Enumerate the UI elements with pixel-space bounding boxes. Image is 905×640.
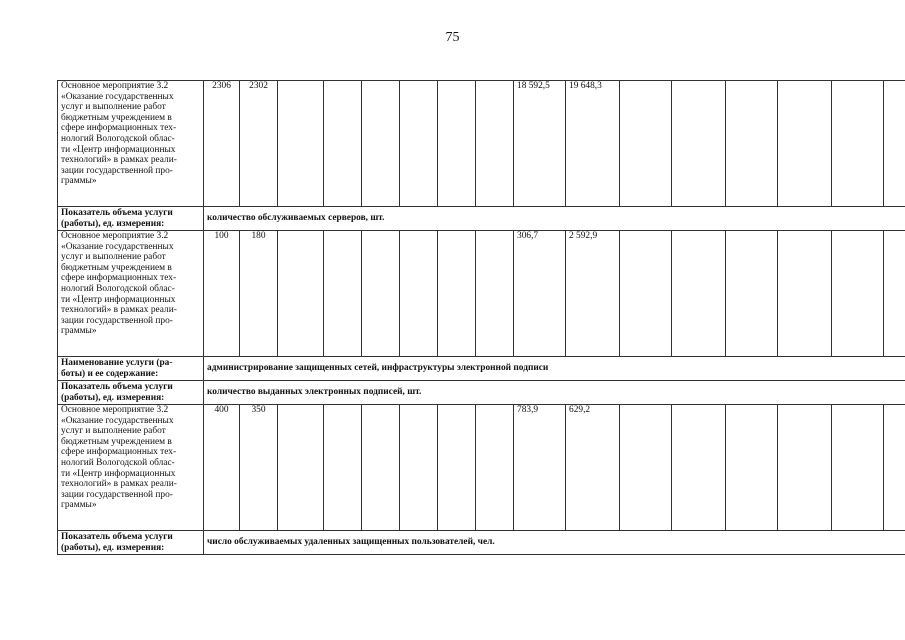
empty-cell — [726, 81, 778, 207]
empty-cell — [672, 405, 726, 531]
indicator-text: число обслуживаемых удаленных защищенных пользователей, чел. — [204, 531, 905, 555]
description-line: ти «Центр информационных — [61, 294, 176, 305]
table-body — [58, 81, 905, 555]
label-line: (работы), ед. измерения: — [61, 392, 165, 403]
indicator-label — [58, 357, 204, 381]
empty-cell — [438, 231, 476, 357]
description-line: граммы» — [61, 326, 97, 337]
value-col-9: 306,7 — [514, 231, 566, 357]
measure-description — [58, 81, 204, 207]
description-line: услуг и выполнение работ — [61, 102, 166, 113]
description-line: сфере информационных тех- — [61, 273, 177, 284]
empty-cell — [400, 231, 438, 357]
empty-cell — [884, 81, 905, 207]
description-line: технологий» в рамках реали- — [61, 479, 177, 490]
description-line: ти «Центр информационных — [61, 144, 176, 155]
empty-cell — [324, 405, 362, 531]
empty-cell — [400, 405, 438, 531]
label-line: Показатель объема услуги — [61, 207, 173, 218]
empty-cell — [778, 81, 832, 207]
description-line: «Оказание государственных — [61, 241, 174, 252]
description-line: услуг и выполнение работ — [61, 252, 166, 263]
empty-cell — [476, 81, 514, 207]
description-line: «Оказание государственных — [61, 91, 174, 102]
description-line: технологий» в рамках реали- — [61, 155, 177, 166]
value-col-9: 18 592,5 — [514, 81, 566, 207]
value-col-10: 19 648,3 — [566, 81, 620, 207]
description-line: зации государственной про- — [61, 489, 173, 500]
description-line: граммы» — [61, 176, 97, 187]
empty-cell — [438, 81, 476, 207]
value-col-1: 2306 — [204, 81, 240, 207]
program-table — [57, 80, 905, 555]
description-line: граммы» — [61, 500, 97, 511]
indicator-label — [58, 531, 204, 555]
empty-cell — [620, 81, 672, 207]
empty-cell — [324, 231, 362, 357]
value-col-10: 629,2 — [566, 405, 620, 531]
description-line: ти «Центр информационных — [61, 468, 176, 479]
indicator-label — [58, 207, 204, 231]
empty-cell — [672, 81, 726, 207]
measure-description — [58, 405, 204, 531]
description-line: нологий Вологодской облас- — [61, 133, 175, 144]
indicator-row — [58, 357, 905, 381]
empty-cell — [778, 231, 832, 357]
label-line: (работы), ед. измерения: — [61, 218, 165, 229]
description-line: нологий Вологодской облас- — [61, 283, 175, 294]
empty-cell — [362, 81, 400, 207]
label-line: боты) и ее содержание: — [61, 368, 159, 379]
description-line: Основное мероприятие 3.2 — [61, 405, 169, 415]
empty-cell — [400, 81, 438, 207]
empty-cell — [324, 81, 362, 207]
value-col-9: 783,9 — [514, 405, 566, 531]
indicator-row — [58, 381, 905, 405]
measure-row — [58, 405, 905, 531]
empty-cell — [832, 405, 884, 531]
value-col-2: 350 — [240, 405, 278, 531]
description-line: сфере информационных тех- — [61, 447, 177, 458]
value-col-1: 400 — [204, 405, 240, 531]
description-line: Основное мероприятие 3.2 — [61, 81, 169, 91]
empty-cell — [278, 231, 324, 357]
empty-cell — [884, 405, 905, 531]
indicator-text: администрирование защищенных сетей, инфраструктуры электронной подписи — [204, 357, 905, 381]
indicator-label — [58, 381, 204, 405]
label-line: Показатель объема услуги — [61, 381, 173, 392]
measure-description — [58, 231, 204, 357]
empty-cell — [832, 231, 884, 357]
empty-cell — [726, 231, 778, 357]
empty-cell — [362, 405, 400, 531]
description-line: услуг и выполнение работ — [61, 426, 166, 437]
label-line: Наименование услуги (ра- — [61, 357, 173, 368]
label-line: (работы), ед. измерения: — [61, 542, 165, 553]
description-line: зации государственной про- — [61, 165, 173, 176]
empty-cell — [362, 231, 400, 357]
empty-cell — [476, 405, 514, 531]
description-line: сфере информационных тех- — [61, 123, 177, 134]
description-line: бюджетным учреждением в — [61, 436, 172, 447]
empty-cell — [476, 231, 514, 357]
description-line: зации государственной про- — [61, 315, 173, 326]
measure-row — [58, 81, 905, 207]
indicator-row — [58, 207, 905, 231]
empty-cell — [726, 405, 778, 531]
empty-cell — [884, 231, 905, 357]
empty-cell — [778, 405, 832, 531]
indicator-text: количество обслуживаемых серверов, шт. — [204, 207, 905, 231]
description-line: «Оказание государственных — [61, 415, 174, 426]
empty-cell — [278, 81, 324, 207]
empty-cell — [832, 81, 884, 207]
description-line: технологий» в рамках реали- — [61, 305, 177, 316]
value-col-2: 2302 — [240, 81, 278, 207]
page-number: 75 — [445, 30, 460, 45]
description-line: Основное мероприятие 3.2 — [61, 231, 169, 241]
indicator-text: количество выданных электронных подписей, шт. — [204, 381, 905, 405]
measure-row — [58, 231, 905, 357]
label-line: Показатель объема услуги — [61, 531, 173, 542]
empty-cell — [620, 231, 672, 357]
description-line: бюджетным учреждением в — [61, 112, 172, 123]
value-col-2: 180 — [240, 231, 278, 357]
empty-cell — [438, 405, 476, 531]
empty-cell — [278, 405, 324, 531]
value-col-1: 100 — [204, 231, 240, 357]
description-line: бюджетным учреждением в — [61, 262, 172, 273]
empty-cell — [620, 405, 672, 531]
value-col-10: 2 592,9 — [566, 231, 620, 357]
indicator-row — [58, 531, 905, 555]
empty-cell — [672, 231, 726, 357]
description-line: нологий Вологодской облас- — [61, 457, 175, 468]
